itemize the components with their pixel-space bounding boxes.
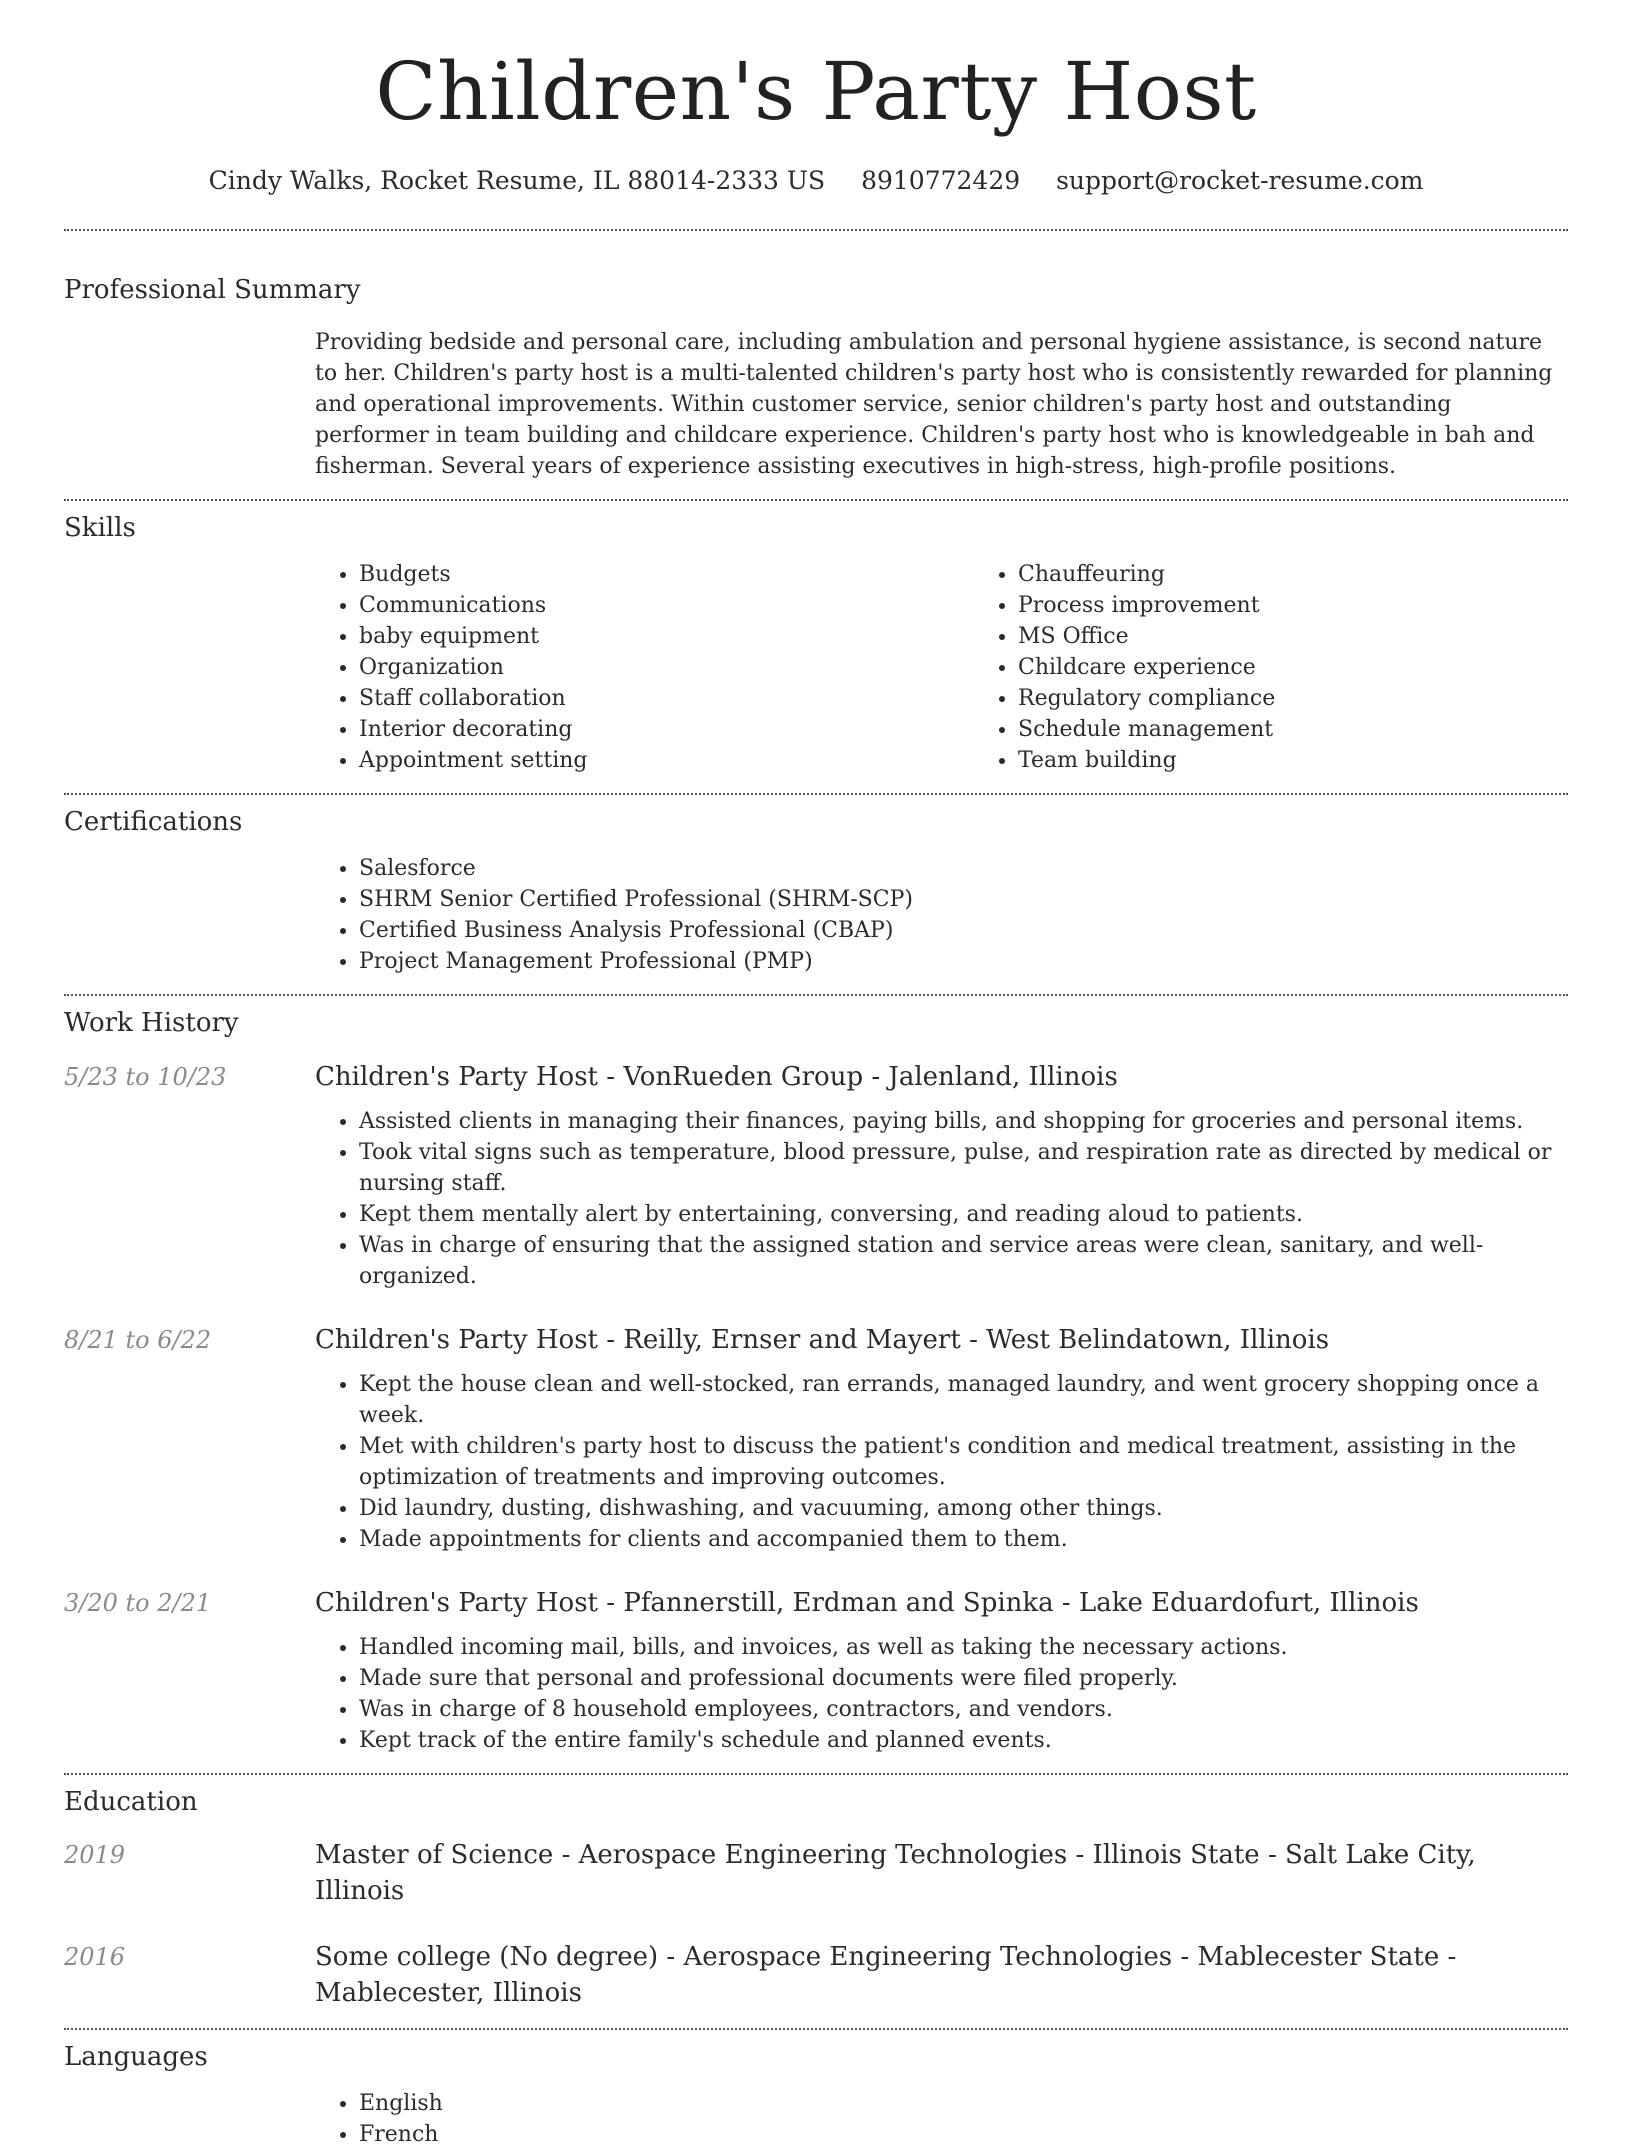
job-bullets	[315, 1632, 1568, 1756]
list-item: • Schedule management	[1018, 714, 1632, 745]
list-item: • Appointment setting	[359, 745, 974, 776]
list-item: • Kept them mentally alert by entertaining, conversing, and reading aloud to patients.	[359, 1199, 1568, 1230]
list-item: • Regulatory compliance	[1018, 683, 1632, 714]
list-item: • Team building	[1018, 745, 1632, 776]
list-item: • Budgets	[359, 559, 974, 590]
job-bullets	[315, 1369, 1568, 1555]
list-item: • Was in charge of ensuring that the assigned station and service areas were clean, sanitary, and well-organized.	[359, 1230, 1568, 1292]
divider	[64, 229, 1568, 231]
list-item: • French	[359, 2119, 1568, 2150]
job-title: Children's Party Host - Reilly, Ernser and Mayert - West Belindatown, Illinois	[315, 1325, 1330, 1355]
education-entry	[64, 1837, 1568, 1909]
skills-heading: Skills	[64, 513, 136, 543]
list-item: • Made sure that personal and professional documents were filed properly.	[359, 1663, 1568, 1694]
job-dates: 5/23 to 10/23	[64, 1063, 227, 1091]
job-title: Children's Party Host - VonRueden Group - Jalenland, Illinois	[315, 1062, 1118, 1092]
education-title: Some college (No degree) - Aerospace Engineering Technologies - Mablecester State - Mablecester, Illinois	[315, 1942, 1457, 2008]
education-section	[64, 1787, 1568, 2011]
education-year: 2016	[64, 1943, 126, 1971]
list-item: • Staff collaboration	[359, 683, 974, 714]
certifications-list	[315, 853, 1568, 977]
list-item: • Salesforce	[359, 853, 1568, 884]
certifications-heading: Certifications	[64, 807, 243, 837]
job-entry	[64, 1323, 1568, 1555]
skills-list-left	[315, 559, 974, 776]
languages-heading: Languages	[64, 2042, 208, 2072]
divider	[64, 994, 1568, 996]
list-item: • Communications	[359, 590, 974, 621]
work-history-section	[64, 1008, 1568, 1756]
work-history-heading: Work History	[64, 1008, 239, 1038]
contact-email: support@rocket-resume.com	[1056, 166, 1424, 195]
divider	[64, 499, 1568, 501]
divider	[64, 2028, 1568, 2030]
job-bullets	[315, 1106, 1568, 1292]
list-item: • Process improvement	[1018, 590, 1632, 621]
list-item: • Took vital signs such as temperature, blood pressure, pulse, and respiration rate as directed by medical or nursing staff.	[359, 1137, 1568, 1199]
summary-section	[64, 275, 1568, 482]
list-item: • MS Office	[1018, 621, 1632, 652]
list-item: • Assisted clients in managing their finances, paying bills, and shopping for groceries and personal items.	[359, 1106, 1568, 1137]
list-item: • baby equipment	[359, 621, 974, 652]
list-item: • Childcare experience	[1018, 652, 1632, 683]
education-entry	[64, 1939, 1568, 2011]
skills-section	[64, 513, 1568, 776]
list-item: • Interior decorating	[359, 714, 974, 745]
certifications-section	[64, 807, 1568, 977]
education-title: Master of Science - Aerospace Engineering Technologies - Illinois State - Salt Lake City, Illinois	[315, 1840, 1476, 1906]
list-item: • Did laundry, dusting, dishwashing, and vacuuming, among other things.	[359, 1493, 1568, 1524]
education-year: 2019	[64, 1841, 126, 1869]
education-heading: Education	[64, 1787, 198, 1817]
contact-address: Cindy Walks, Rocket Resume, IL 88014-2333 US	[208, 166, 826, 195]
job-title: Children's Party Host - Pfannerstill, Erdman and Spinka - Lake Eduardofurt, Illinois	[315, 1588, 1419, 1618]
list-item: • Chauffeuring	[1018, 559, 1632, 590]
list-item: • Was in charge of 8 household employees, contractors, and vendors.	[359, 1694, 1568, 1725]
contact-line	[64, 166, 1568, 195]
skills-list-right	[974, 559, 1632, 776]
list-item: • Organization	[359, 652, 974, 683]
summary-text: Providing bedside and personal care, including ambulation and personal hygiene assistance, is second nature to her. Children's party host is a multi-talented children's party host who is consistently rewarded for planning and operational improvements. Within customer service, senior children's party host and outstanding performer in team building and childcare experience. Children's party host who is knowledgeable in bah and fisherman. Several years of experience assisting executives in high-stress, high-profile positions.	[315, 330, 1553, 479]
list-item: • Certified Business Analysis Professional (CBAP)	[359, 915, 1568, 946]
list-item: • Kept the house clean and well-stocked, ran errands, managed laundry, and went grocery shopping once a week.	[359, 1369, 1568, 1431]
job-dates: 3/20 to 2/21	[64, 1589, 212, 1617]
divider	[64, 793, 1568, 795]
contact-phone: 8910772429	[861, 166, 1021, 195]
list-item: • Project Management Professional (PMP)	[359, 946, 1568, 977]
list-item: • Met with children's party host to discuss the patient's condition and medical treatment, assisting in the optimization of treatments and improving outcomes.	[359, 1431, 1568, 1493]
job-entry	[64, 1060, 1568, 1292]
languages-list	[315, 2088, 1568, 2150]
languages-section	[64, 2042, 1568, 2150]
list-item: • Handled incoming mail, bills, and invoices, as well as taking the necessary actions.	[359, 1632, 1568, 1663]
resume-title: Children's Party Host	[375, 45, 1257, 138]
divider	[64, 1773, 1568, 1775]
job-dates: 8/21 to 6/22	[64, 1326, 212, 1354]
job-entry	[64, 1586, 1568, 1756]
list-item: • Made appointments for clients and accompanied them to them.	[359, 1524, 1568, 1555]
summary-heading: Professional Summary	[64, 275, 361, 305]
list-item: • English	[359, 2088, 1568, 2119]
list-item: • SHRM Senior Certified Professional (SHRM-SCP)	[359, 884, 1568, 915]
list-item: • Kept track of the entire family's schedule and planned events.	[359, 1725, 1568, 1756]
